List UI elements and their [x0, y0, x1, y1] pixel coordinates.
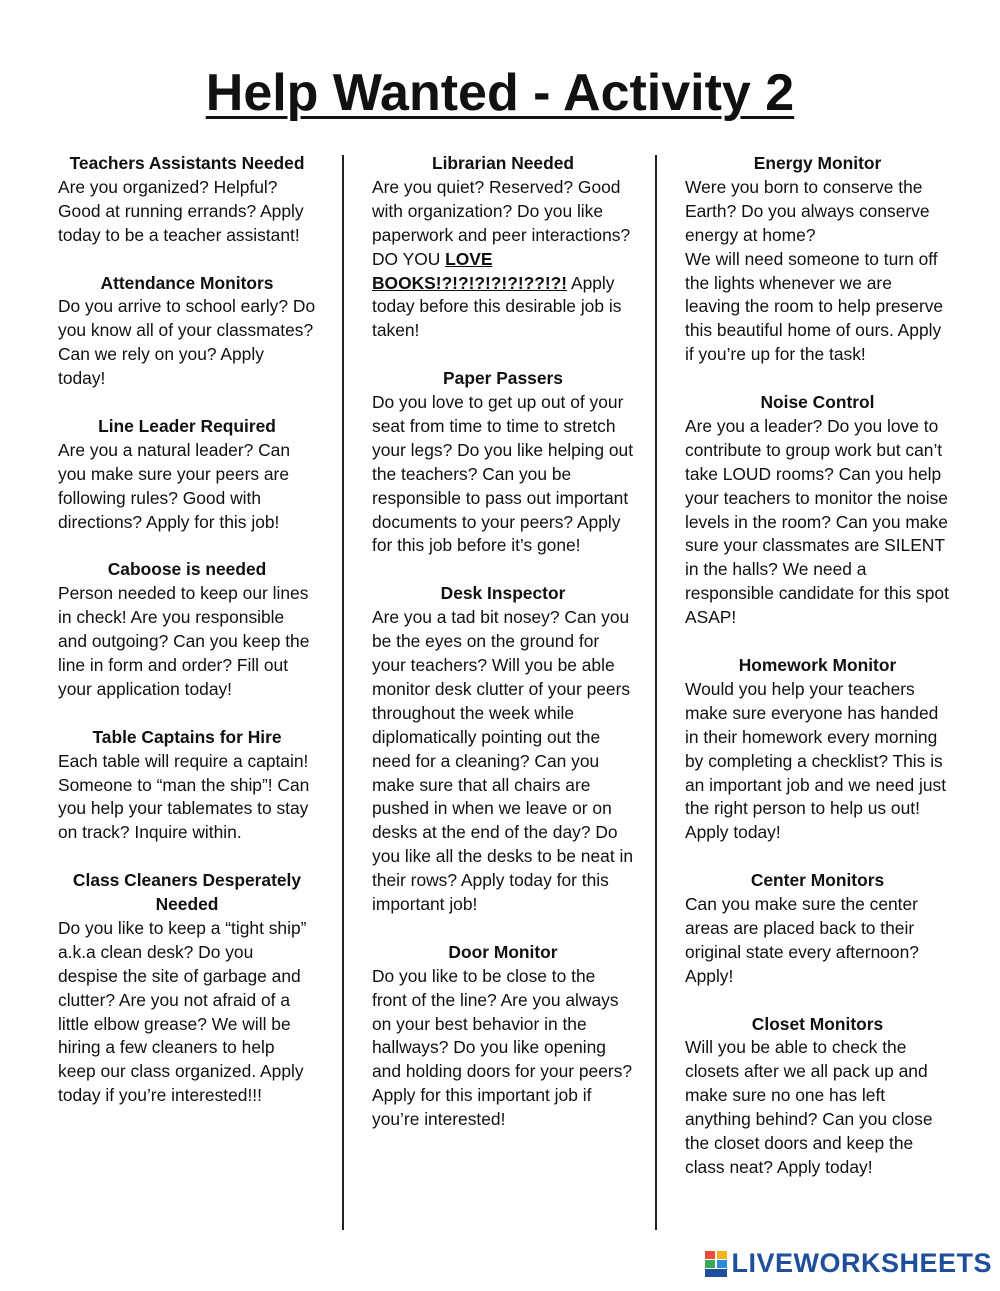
job-homework-monitor	[685, 654, 950, 845]
footer-brand[interactable]	[705, 1248, 992, 1279]
job-description-start: Are you quiet? Reserved? Good with organization? Do you like paperwork and peer interactions? DO YOU	[372, 176, 631, 269]
job-librarian	[372, 152, 634, 343]
job-description: Do you love to get up out of your seat from time to time to stretch your legs? Do you like helping out the teachers? Can you be responsible to pass out important documents to your peers? Apply for this job before it’s gone!	[372, 392, 634, 556]
column-divider-2	[655, 155, 657, 1230]
job-heading: Table Captains for Hire	[92, 726, 282, 747]
job-attendance-monitors	[58, 272, 316, 392]
job-caboose	[58, 558, 316, 701]
job-description: Are you a natural leader? Can you make sure your peers are following rules? Good with directions? Apply for this job!	[58, 439, 291, 532]
job-heading: Paper Passers	[443, 368, 563, 389]
job-heading: Door Monitor	[448, 941, 558, 962]
column-2	[372, 152, 634, 1132]
job-door-monitor	[372, 941, 634, 1132]
job-heading: Teachers Assistants Needed	[69, 153, 305, 173]
job-heading: Closet Monitors	[751, 1013, 884, 1034]
job-description: Will you be able to check the closets after we all pack up and make sure no one has left anything behind? Can you close the closet doors and keep the class neat? Apply today!	[685, 1037, 933, 1177]
job-center-monitors	[685, 869, 950, 989]
job-description: Are you a tad bit nosey? Can you be the eyes on the ground for your teachers? Will you be able monitor desk clutter of your peers throughout the week while diplomatically pointing out the need for a cleaning? Can you make sure that all chairs are pushed in when we leave or on desks at the end of the day? Do you like all the desks to be neat in their rows? Apply today for this important job!	[372, 607, 634, 915]
job-description: Person needed to keep our lines in check! Are you responsible and outgoing? Can you keep the line in form and order? Fill out your application today!	[58, 583, 310, 699]
job-heading: Class Cleaners Desperately Needed	[72, 870, 302, 915]
job-heading: Librarian Needed	[431, 153, 575, 173]
column-divider-1	[342, 155, 344, 1230]
job-desk-inspector	[372, 582, 634, 917]
liveworksheets-logo-icon	[705, 1251, 727, 1277]
brand-name: LIVEWORKSHEETS	[731, 1248, 992, 1278]
job-description: Do you like to be close to the front of the line? Are you always on your best behavior in the hallways? Do you like opening and holding doors for your peers? Apply for this important job if you’re interested!	[372, 965, 633, 1130]
job-heading: Line Leader Required	[98, 415, 276, 436]
job-description: Do you like to keep a “tight ship” a.k.a clean desk? Do you despise the site of garbage and clutter? Are you not afraid of a little elbow grease? We will be hiring a few cleaners to help keep our class organized. Apply today if you’re interested!!!	[58, 917, 307, 1106]
job-description: Were you born to conserve the Earth? Do you always conserve energy at home?	[685, 176, 930, 245]
job-description: Would you help your teachers make sure everyone has handed in their homework every morning by completing a checklist? This is an important job and we need just the right person to help us out! Apply today!	[685, 678, 947, 843]
job-description-end: Apply today before this desirable job is taken!	[372, 272, 622, 341]
job-heading: Caboose is needed	[107, 559, 267, 580]
job-description: Do you arrive to school early? Do you know all of your classmates? Can we rely on you? Apply today!	[58, 296, 316, 389]
page-title	[0, 62, 1000, 124]
page-title-text: Help Wanted - Activity 2	[205, 64, 795, 122]
job-description-continued: We will need someone to turn off the lights whenever we are leaving the room to help preserve this beautiful home of ours. Apply if you’re up for the task!	[685, 248, 944, 365]
column-1	[58, 152, 316, 1108]
job-line-leader	[58, 415, 316, 535]
job-noise-control	[685, 391, 950, 630]
job-heading: Homework Monitor	[738, 655, 897, 675]
job-class-cleaners	[58, 869, 316, 1108]
job-heading: Center Monitors	[750, 870, 885, 891]
job-description: Are you organized? Helpful? Good at running errands? Apply today to be a teacher assistant!	[58, 176, 304, 245]
job-description: Are you a leader? Do you love to contribute to group work but can’t take LOUD rooms? Can you help your teachers to monitor the noise levels in the room? Can you make sure your classmates are SILENT in the halls? We need a responsible candidate for this spot ASAP!	[685, 415, 949, 628]
job-heading: Desk Inspector	[440, 583, 566, 604]
love-books-emphasis: LOVE BOOKS!?!?!?!?!?!??!?!	[372, 248, 568, 293]
job-table-captains	[58, 726, 316, 846]
job-teachers-assistants	[58, 152, 316, 248]
job-heading: Energy Monitor	[753, 153, 882, 173]
job-description: Can you make sure the center areas are placed back to their original state every afternoon? Apply!	[685, 894, 919, 986]
job-description	[372, 176, 634, 343]
job-paper-passers	[372, 367, 634, 558]
column-3	[685, 152, 950, 1180]
job-heading: Noise Control	[760, 392, 875, 413]
job-description: Each table will require a captain! Someone to “man the ship”! Can you help your tablemates to stay on track? Inquire within.	[58, 750, 310, 843]
job-heading: Attendance Monitors	[100, 272, 274, 293]
job-closet-monitors	[685, 1013, 950, 1180]
job-energy-monitor	[685, 152, 950, 367]
